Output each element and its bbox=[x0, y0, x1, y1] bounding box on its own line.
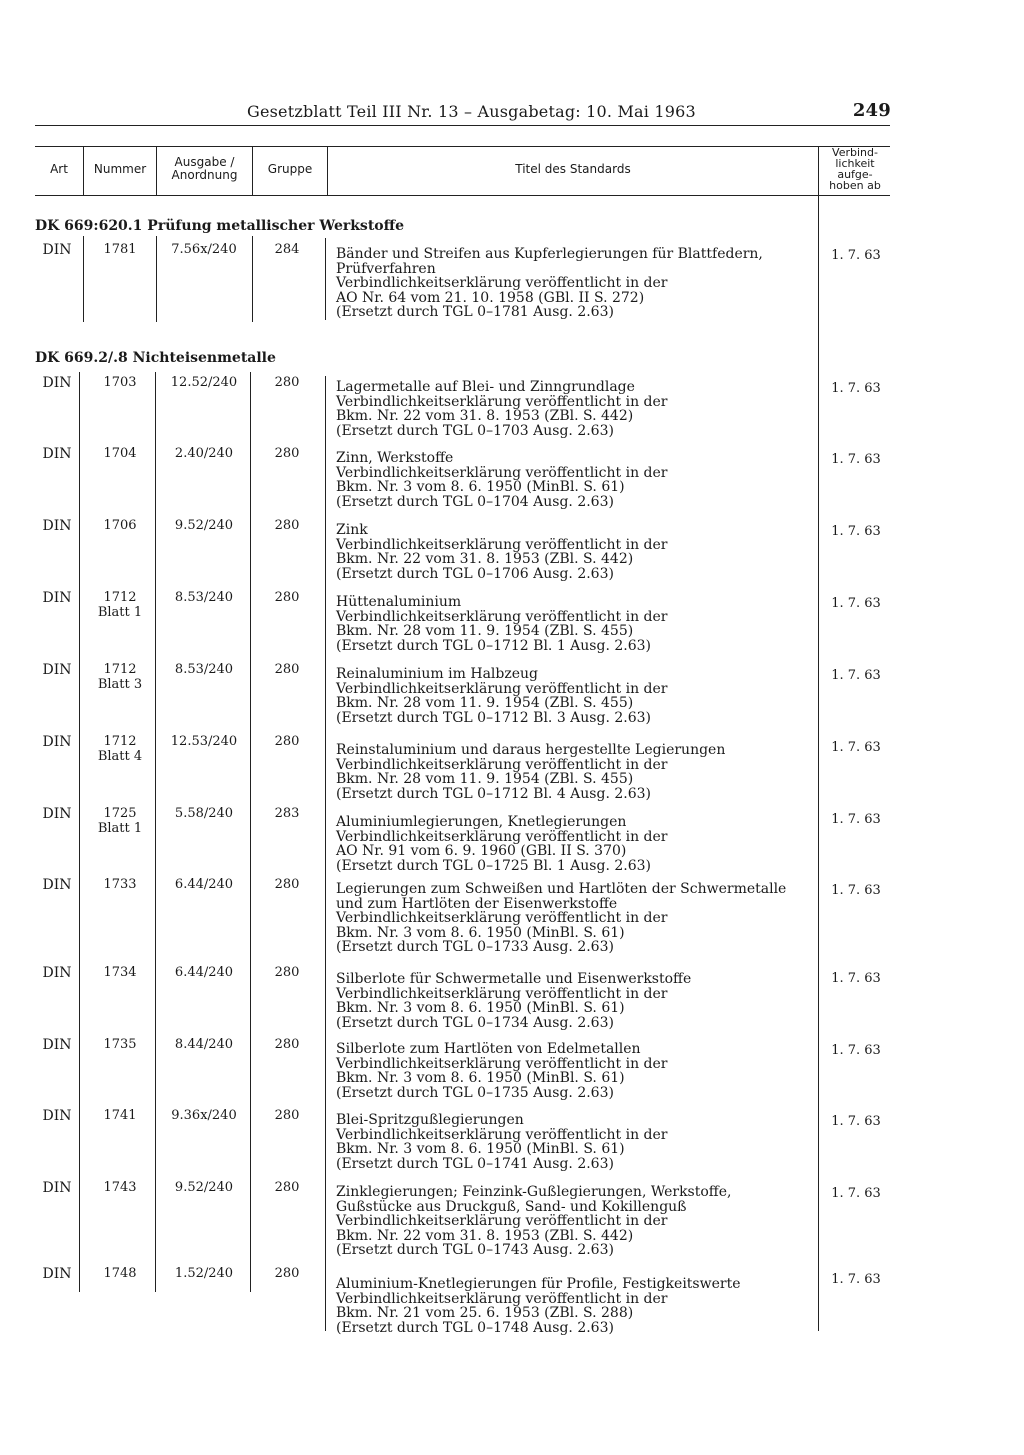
row-ausgabe: 8.44/240 bbox=[174, 1037, 234, 1052]
row-divider bbox=[156, 236, 157, 322]
row-verbindlichkeit-date: 1. 7. 63 bbox=[831, 524, 881, 539]
row-verbindlichkeit-date: 1. 7. 63 bbox=[831, 812, 881, 827]
row-title bbox=[336, 451, 806, 509]
row-title-line: Verbindlichkeitserklärung veröffentlicht in der bbox=[336, 1126, 668, 1143]
row-nummer: 1725 bbox=[103, 806, 137, 821]
row-title-line: (Ersetzt durch TGL 0–1734 Ausg. 2.63) bbox=[336, 1014, 614, 1031]
column-header-art: Art bbox=[50, 162, 68, 176]
row-title bbox=[336, 1113, 806, 1171]
row-title-line: Verbindlichkeitserklärung veröffentlicht in der bbox=[336, 393, 668, 410]
row-blatt: Blatt 1 bbox=[97, 605, 143, 620]
row-title-line: Silberlote zum Hartlöten von Edelmetallen bbox=[336, 1041, 641, 1057]
row-ausgabe: 2.40/240 bbox=[174, 446, 234, 461]
row-title-line: Zinn, Werkstoffe bbox=[336, 450, 454, 466]
row-ausgabe: 9.52/240 bbox=[174, 518, 234, 533]
row-title bbox=[336, 972, 806, 1030]
row-title bbox=[336, 247, 806, 320]
row-title-line: Bkm. Nr. 3 vom 8. 6. 1950 (MinBl. S. 61) bbox=[336, 479, 625, 495]
row-title-line: Verbindlichkeitserklärung veröffentlicht in der bbox=[336, 1290, 668, 1307]
row-gruppe: 280 bbox=[274, 965, 300, 980]
row-verbindlichkeit-date: 1. 7. 63 bbox=[831, 1043, 881, 1058]
row-title-line: Hüttenaluminium bbox=[336, 594, 462, 610]
column-header-gruppe: Gruppe bbox=[267, 162, 313, 176]
row-title-line: Bkm. Nr. 3 vom 8. 6. 1950 (MinBl. S. 61) bbox=[336, 1141, 625, 1157]
row-ausgabe: 9.36x/240 bbox=[171, 1108, 237, 1123]
row-title-line: Bänder und Streifen aus Kupferlegierungen für Blattfedern, bbox=[336, 246, 763, 262]
row-title-line: Verbindlichkeitserklärung veröffentlicht in der bbox=[336, 1055, 668, 1072]
row-ausgabe: 6.44/240 bbox=[174, 965, 234, 980]
row-title-line: (Ersetzt durch TGL 0–1733 Ausg. 2.63) bbox=[336, 939, 614, 955]
row-verbindlichkeit-date: 1. 7. 63 bbox=[831, 971, 881, 986]
row-title-line: Gußstücke aus Druckguß, Sand- und Kokillenguß bbox=[336, 1198, 687, 1215]
row-verbindlichkeit-date: 1. 7. 63 bbox=[831, 1272, 881, 1287]
row-title-line: Verbindlichkeitserklärung veröffentlicht in der bbox=[336, 464, 668, 481]
row-title-line: Bkm. Nr. 3 vom 8. 6. 1950 (MinBl. S. 61) bbox=[336, 1070, 625, 1086]
row-art: DIN bbox=[42, 1266, 72, 1282]
column-header-ausgabe-line2: Anordnung bbox=[171, 168, 238, 182]
row-art: DIN bbox=[42, 518, 72, 534]
row-gruppe: 280 bbox=[274, 877, 300, 892]
row-verbindlichkeit-date: 1. 7. 63 bbox=[831, 248, 881, 263]
column-header-ausgabe-line1: Ausgabe / bbox=[174, 155, 235, 169]
row-title-line: Zink bbox=[336, 522, 368, 538]
row-gruppe: 284 bbox=[274, 242, 300, 257]
row-title-line: Blei-Spritzgußlegierungen bbox=[336, 1112, 524, 1128]
row-title-line: Legierungen zum Schweißen und Hartlöten der Schwermetalle bbox=[336, 881, 787, 897]
row-title-line: Verbindlichkeitserklärung veröffentlicht in der bbox=[336, 985, 668, 1002]
row-title-line: Bkm. Nr. 28 vom 11. 9. 1954 (ZBl. S. 455) bbox=[336, 771, 634, 787]
row-title-line: Bkm. Nr. 22 vom 31. 8. 1953 (ZBl. S. 442) bbox=[336, 551, 634, 567]
row-title-line: (Ersetzt durch TGL 0–1706 Ausg. 2.63) bbox=[336, 565, 614, 582]
row-gruppe: 280 bbox=[274, 1266, 300, 1281]
row-ausgabe: 12.52/240 bbox=[170, 375, 238, 390]
section-heading: DK 669.2/.8 Nichteisenmetalle bbox=[35, 350, 276, 366]
section-heading: DK 669:620.1 Prüfung metallischer Werkstoffe bbox=[35, 218, 405, 234]
row-gruppe: 280 bbox=[274, 375, 300, 390]
row-gruppe: 280 bbox=[274, 734, 300, 749]
row-art: DIN bbox=[42, 965, 72, 981]
row-title bbox=[336, 595, 806, 653]
row-title-line: Bkm. Nr. 21 vom 25. 6. 1953 (ZBl. S. 288) bbox=[336, 1305, 634, 1321]
row-ausgabe: 1.52/240 bbox=[174, 1266, 234, 1281]
row-ausgabe: 8.53/240 bbox=[174, 662, 234, 677]
row-divider bbox=[250, 372, 251, 1292]
row-blatt: Blatt 1 bbox=[97, 821, 143, 836]
row-title-line: (Ersetzt durch TGL 0–1741 Ausg. 2.63) bbox=[336, 1155, 614, 1172]
row-divider bbox=[79, 372, 80, 1292]
header-top-rule bbox=[35, 125, 890, 126]
row-title bbox=[336, 523, 806, 581]
row-nummer: 1706 bbox=[103, 518, 137, 533]
row-title-line: (Ersetzt durch TGL 0–1712 Bl. 3 Ausg. 2.63) bbox=[336, 709, 651, 726]
row-art: DIN bbox=[42, 446, 72, 462]
row-nummer: 1704 bbox=[103, 446, 137, 461]
row-ausgabe: 9.52/240 bbox=[174, 1180, 234, 1195]
row-title-line: Verbindlichkeitserklärung veröffentlicht in der bbox=[336, 910, 668, 926]
column-header-verb-line3: aufge- bbox=[837, 168, 873, 181]
row-ausgabe: 12.53/240 bbox=[170, 734, 238, 749]
table-header-bottom-rule bbox=[35, 195, 890, 196]
row-nummer: 1743 bbox=[103, 1180, 137, 1195]
row-title bbox=[336, 882, 806, 955]
row-ausgabe: 8.53/240 bbox=[174, 590, 234, 605]
row-verbindlichkeit-date: 1. 7. 63 bbox=[831, 381, 881, 396]
row-gruppe: 280 bbox=[274, 590, 300, 605]
row-title-line: (Ersetzt durch TGL 0–1748 Ausg. 2.63) bbox=[336, 1319, 614, 1336]
row-title-line: und zum Hartlöten der Eisenwerkstoffe bbox=[336, 895, 618, 912]
row-title-line: (Ersetzt durch TGL 0–1703 Ausg. 2.63) bbox=[336, 422, 614, 439]
column-header-verbindlichkeit bbox=[819, 147, 891, 191]
row-title-line: Silberlote für Schwermetalle und Eisenwerkstoffe bbox=[336, 971, 692, 987]
page-number: 249 bbox=[852, 100, 891, 121]
column-header-verb-line2: lichkeit bbox=[835, 157, 875, 170]
row-title-line: (Ersetzt durch TGL 0–1781 Ausg. 2.63) bbox=[336, 304, 614, 320]
row-title-line: (Ersetzt durch TGL 0–1725 Bl. 1 Ausg. 2.63) bbox=[336, 857, 651, 874]
row-blatt: Blatt 3 bbox=[97, 677, 143, 692]
row-title-line: Reinstaluminium und daraus hergestellte Legierungen bbox=[336, 742, 726, 758]
row-nummer: 1735 bbox=[103, 1037, 137, 1052]
row-art: DIN bbox=[42, 877, 72, 893]
row-title-line: Bkm. Nr. 3 vom 8. 6. 1950 (MinBl. S. 61) bbox=[336, 924, 625, 941]
row-nummer: 1712 bbox=[103, 662, 137, 677]
row-divider bbox=[325, 376, 326, 1331]
row-verbindlichkeit-date: 1. 7. 63 bbox=[831, 1186, 881, 1201]
column-header-titel: Titel des Standards bbox=[515, 162, 631, 176]
row-title-line: Bkm. Nr. 3 vom 8. 6. 1950 (MinBl. S. 61) bbox=[336, 1000, 625, 1016]
date-column-divider bbox=[818, 146, 819, 1331]
row-ausgabe: 6.44/240 bbox=[174, 877, 234, 892]
row-gruppe: 280 bbox=[274, 1037, 300, 1052]
row-divider bbox=[83, 236, 84, 322]
row-blatt: Blatt 4 bbox=[97, 749, 143, 764]
row-nummer: 1712 bbox=[103, 734, 137, 749]
row-verbindlichkeit-date: 1. 7. 63 bbox=[831, 883, 881, 898]
row-title-line: Aluminiumlegierungen, Knetlegierungen bbox=[336, 814, 627, 830]
row-title bbox=[336, 1185, 806, 1258]
row-title-line: Verbindlichkeitserklärung veröffentlicht in der bbox=[336, 536, 668, 553]
row-art: DIN bbox=[42, 590, 72, 606]
row-title-line: Bkm. Nr. 22 vom 31. 8. 1953 (ZBl. S. 442) bbox=[336, 1227, 634, 1244]
row-art: DIN bbox=[42, 662, 72, 678]
row-title-line: Lagermetalle auf Blei- und Zinngrundlage bbox=[336, 379, 635, 395]
row-title-line: Verbindlichkeitserklärung veröffentlicht in der bbox=[336, 756, 668, 773]
row-ausgabe: 7.56x/240 bbox=[171, 242, 237, 257]
row-title-line: Verbindlichkeitserklärung veröffentlicht in der bbox=[336, 828, 668, 845]
row-title bbox=[336, 1277, 806, 1335]
row-art: DIN bbox=[42, 375, 72, 391]
row-divider bbox=[252, 236, 253, 322]
row-title-line: Aluminium-Knetlegierungen für Profile, Festigkeitswerte bbox=[336, 1276, 741, 1292]
row-nummer: 1733 bbox=[103, 877, 137, 892]
row-gruppe: 283 bbox=[274, 806, 300, 821]
row-art: DIN bbox=[42, 1180, 72, 1196]
row-divider bbox=[325, 238, 326, 320]
column-header-verb-line1: Verbind- bbox=[832, 146, 878, 159]
row-gruppe: 280 bbox=[274, 662, 300, 677]
row-art: DIN bbox=[42, 242, 72, 258]
row-title bbox=[336, 667, 806, 725]
row-verbindlichkeit-date: 1. 7. 63 bbox=[831, 1114, 881, 1129]
row-nummer: 1781 bbox=[103, 242, 137, 257]
row-title-line: Prüfverfahren bbox=[336, 260, 436, 277]
column-header-nummer: Nummer bbox=[93, 162, 147, 176]
row-title-line: Bkm. Nr. 28 vom 11. 9. 1954 (ZBl. S. 455) bbox=[336, 695, 634, 711]
row-title-line: Bkm. Nr. 22 vom 31. 8. 1953 (ZBl. S. 442) bbox=[336, 408, 634, 424]
row-title-line: (Ersetzt durch TGL 0–1743 Ausg. 2.63) bbox=[336, 1242, 614, 1258]
row-verbindlichkeit-date: 1. 7. 63 bbox=[831, 668, 881, 683]
row-title bbox=[336, 815, 806, 873]
row-title-line: (Ersetzt durch TGL 0–1712 Bl. 4 Ausg. 2.63) bbox=[336, 785, 651, 802]
row-art: DIN bbox=[42, 734, 72, 750]
row-art: DIN bbox=[42, 806, 72, 822]
row-title-line: Bkm. Nr. 28 vom 11. 9. 1954 (ZBl. S. 455) bbox=[336, 623, 634, 639]
row-title bbox=[336, 1042, 806, 1100]
row-nummer: 1734 bbox=[103, 965, 137, 980]
row-nummer: 1741 bbox=[103, 1108, 137, 1123]
row-title-line: Zinklegierungen; Feinzink-Gußlegierungen, Werkstoffe, bbox=[336, 1184, 732, 1200]
row-gruppe: 280 bbox=[274, 446, 300, 461]
row-title-line: (Ersetzt durch TGL 0–1712 Bl. 1 Ausg. 2.63) bbox=[336, 637, 651, 654]
column-header-verb-line4: hoben ab bbox=[829, 179, 881, 192]
row-title-line: Verbindlichkeitserklärung veröffentlicht in der bbox=[336, 680, 668, 697]
row-verbindlichkeit-date: 1. 7. 63 bbox=[831, 452, 881, 467]
row-nummer: 1703 bbox=[103, 375, 137, 390]
row-nummer: 1712 bbox=[103, 590, 137, 605]
row-verbindlichkeit-date: 1. 7. 63 bbox=[831, 596, 881, 611]
row-title-line: Verbindlichkeitserklärung veröffentlicht in der bbox=[336, 1213, 668, 1229]
row-title-line: AO Nr. 64 vom 21. 10. 1958 (GBl. II S. 272) bbox=[336, 289, 645, 306]
row-gruppe: 280 bbox=[274, 518, 300, 533]
row-title-line: Reinaluminium im Halbzeug bbox=[336, 666, 538, 682]
row-title bbox=[336, 380, 806, 438]
row-title-line: Verbindlichkeitserklärung veröffentlicht in der bbox=[336, 275, 668, 291]
row-gruppe: 280 bbox=[274, 1180, 300, 1195]
row-divider bbox=[155, 372, 156, 1292]
row-title-line: Verbindlichkeitserklärung veröffentlicht in der bbox=[336, 608, 668, 625]
row-title bbox=[336, 743, 806, 801]
row-title-line: AO Nr. 91 vom 6. 9. 1960 (GBl. II S. 370) bbox=[336, 843, 627, 859]
row-ausgabe: 5.58/240 bbox=[174, 806, 234, 821]
row-verbindlichkeit-date: 1. 7. 63 bbox=[831, 740, 881, 755]
page-header bbox=[247, 98, 895, 128]
row-title-line: (Ersetzt durch TGL 0–1735 Ausg. 2.63) bbox=[336, 1084, 614, 1101]
column-header-ausgabe bbox=[157, 156, 252, 182]
row-art: DIN bbox=[42, 1037, 72, 1053]
row-nummer: 1748 bbox=[103, 1266, 137, 1281]
row-title-line: (Ersetzt durch TGL 0–1704 Ausg. 2.63) bbox=[336, 493, 614, 510]
table-top-rule bbox=[35, 146, 890, 147]
row-gruppe: 280 bbox=[274, 1108, 300, 1123]
gazette-title: Gesetzblatt Teil III Nr. 13 – Ausgabetag: 10. Mai 1963 bbox=[247, 102, 696, 121]
row-art: DIN bbox=[42, 1108, 72, 1124]
